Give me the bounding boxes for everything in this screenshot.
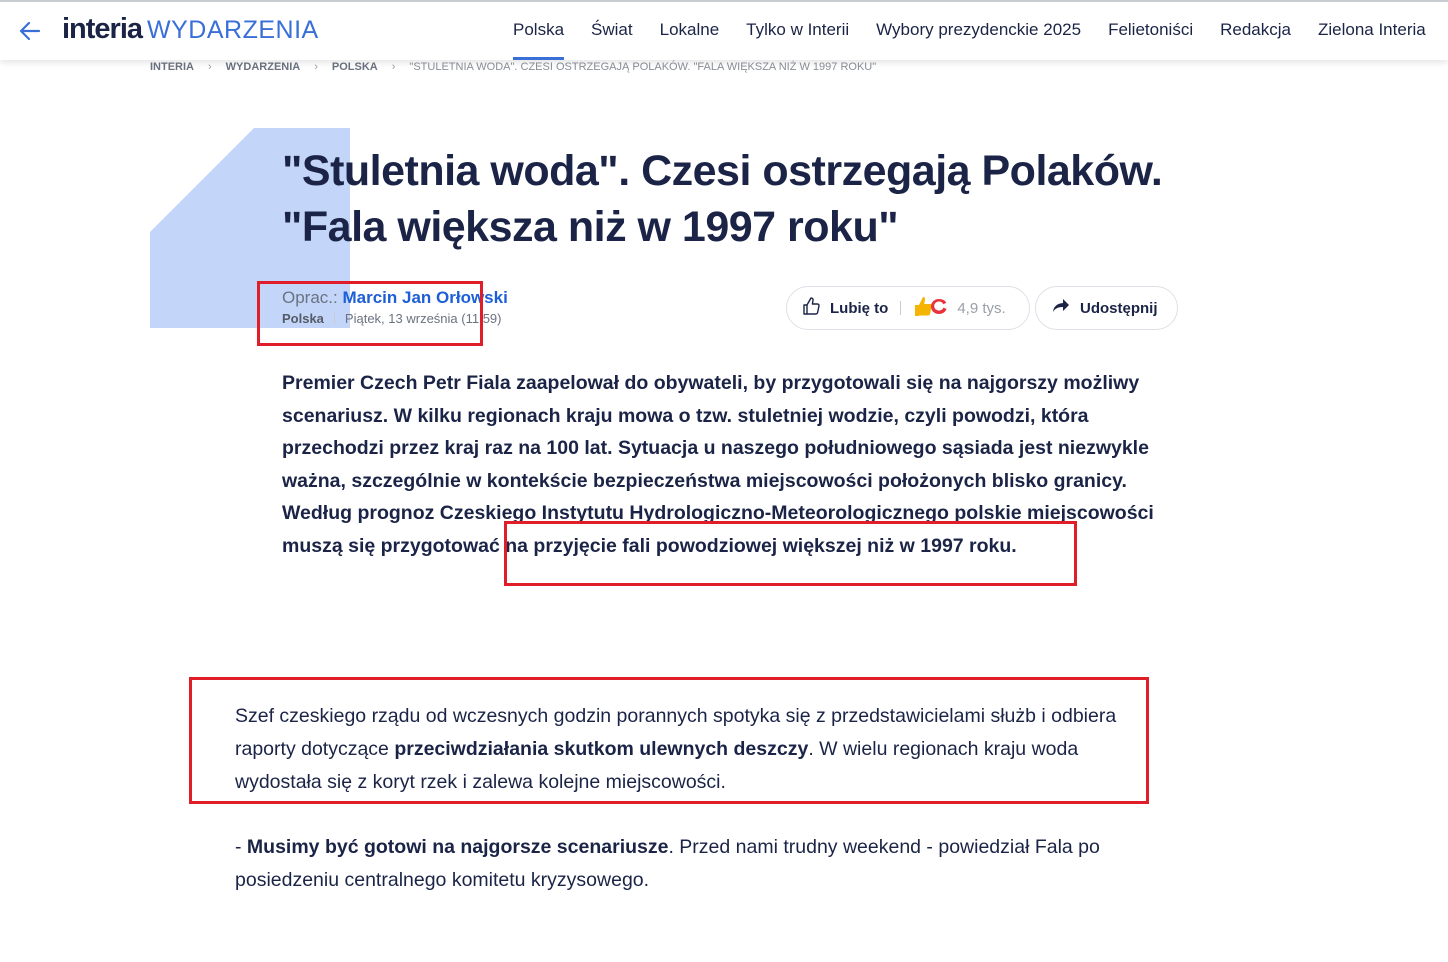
- logo-section: WYDARZENIA: [147, 16, 319, 44]
- breadcrumb-current: "STULETNIA WODA". CZESI OSTRZEGAJĄ POLAKÓW. "FALA WIĘKSZA NIŻ W 1997 ROKU": [409, 61, 877, 73]
- share-arrow-icon: [1052, 298, 1070, 319]
- byline-prefix: Oprac.:: [282, 288, 338, 307]
- breadcrumb: [150, 61, 876, 73]
- main-nav: [513, 2, 1426, 60]
- category-label[interactable]: Polska: [282, 311, 324, 326]
- byline-divider: [334, 312, 335, 324]
- paragraph-text: Szef czeskiego rządu od wczesnych godzin porannych spotyka się z przedstawicielami służb i odbiera raporty dotyczące: [235, 705, 1117, 760]
- publish-date: Piątek, 13 września (11:59): [344, 311, 502, 326]
- article-paragraph: [235, 700, 1140, 799]
- paragraph-text: . W wielu regionach kraju woda wydostała się z koryt rzek i zalewa kolejne miejscowości.: [235, 738, 1079, 793]
- reaction-emoji-icon: [911, 294, 949, 323]
- nav-item[interactable]: Tylko w Interii: [746, 20, 850, 39]
- nav-item[interactable]: Wybory prezydenckie 2025: [876, 20, 1082, 39]
- nav-item[interactable]: Redakcja: [1220, 20, 1291, 39]
- nav-item[interactable]: Lokalne: [659, 20, 720, 39]
- byline: [282, 288, 508, 326]
- logo-brand: interia: [62, 13, 143, 45]
- like-divider: [900, 301, 901, 315]
- article-title-line-1: "Stuletnia woda". Czesi ostrzegają Polaków.: [282, 147, 1163, 195]
- share-label: Udostępnij: [1080, 299, 1158, 317]
- author-link[interactable]: Marcin Jan Orłowski: [342, 288, 508, 307]
- article-lead: Premier Czech Petr Fiala zaapelował do obywateli, by przygotowali się na najgorszy możliwy scenariusz. W kilku regionach kraju mowa o tzw. stuletniej wodzie, czyli powodzi, która przechodzi przez kraj raz na 100 lat. Sytuacja u naszego południowego sąsiada jest niezwykle ważna, szczególnie w kontekście bezpieczeństwa miejscowości położonych blisko granicy. Według prognoz Czeskiego Instytutu Hydrologiczno-Meteorologicznego polskie miejscowości muszą się przygotować na przyjęcie fali powodziowej większej niż w 1997 roku.: [282, 372, 1154, 557]
- article-title-line-2: "Fala większa niż w 1997 roku": [282, 203, 899, 251]
- site-logo[interactable]: [62, 13, 319, 49]
- breadcrumb-item-interia[interactable]: INTERIA: [150, 61, 194, 73]
- like-label: Lubię to: [830, 299, 889, 317]
- top-bar: [0, 0, 1448, 60]
- chevron-right-icon: ›: [314, 61, 318, 73]
- like-button[interactable]: [786, 286, 1030, 330]
- nav-item[interactable]: Polska: [513, 2, 564, 60]
- paragraph-bold-text: Musimy być gotowi na najgorsze scenariusze: [246, 836, 669, 858]
- nav-item[interactable]: Felietoniści: [1108, 20, 1194, 39]
- nav-item[interactable]: Świat: [591, 20, 633, 39]
- thumbs-up-icon: [801, 296, 821, 321]
- nav-item[interactable]: Zielona Interia: [1317, 20, 1426, 39]
- chevron-right-icon: ›: [391, 61, 396, 73]
- breadcrumb-item-wydarzenia[interactable]: WYDARZENIA: [225, 61, 301, 73]
- paragraph-text: -: [235, 836, 247, 858]
- paragraph-bold-text: przeciwdziałania skutkom ulewnych deszczy: [394, 738, 809, 760]
- article-paragraph: [235, 831, 1140, 897]
- breadcrumb-item-polska[interactable]: POLSKA: [331, 61, 378, 73]
- article-title: [282, 143, 1282, 255]
- reaction-count: 4,9 tys.: [957, 299, 1006, 317]
- back-arrow-icon[interactable]: [18, 19, 42, 43]
- chevron-right-icon: ›: [208, 61, 212, 73]
- paragraph-text: . Przed nami trudny weekend - powiedział Fala po posiedzeniu centralnego komitetu kryzysowego.: [235, 836, 1100, 891]
- share-button[interactable]: [1035, 286, 1178, 330]
